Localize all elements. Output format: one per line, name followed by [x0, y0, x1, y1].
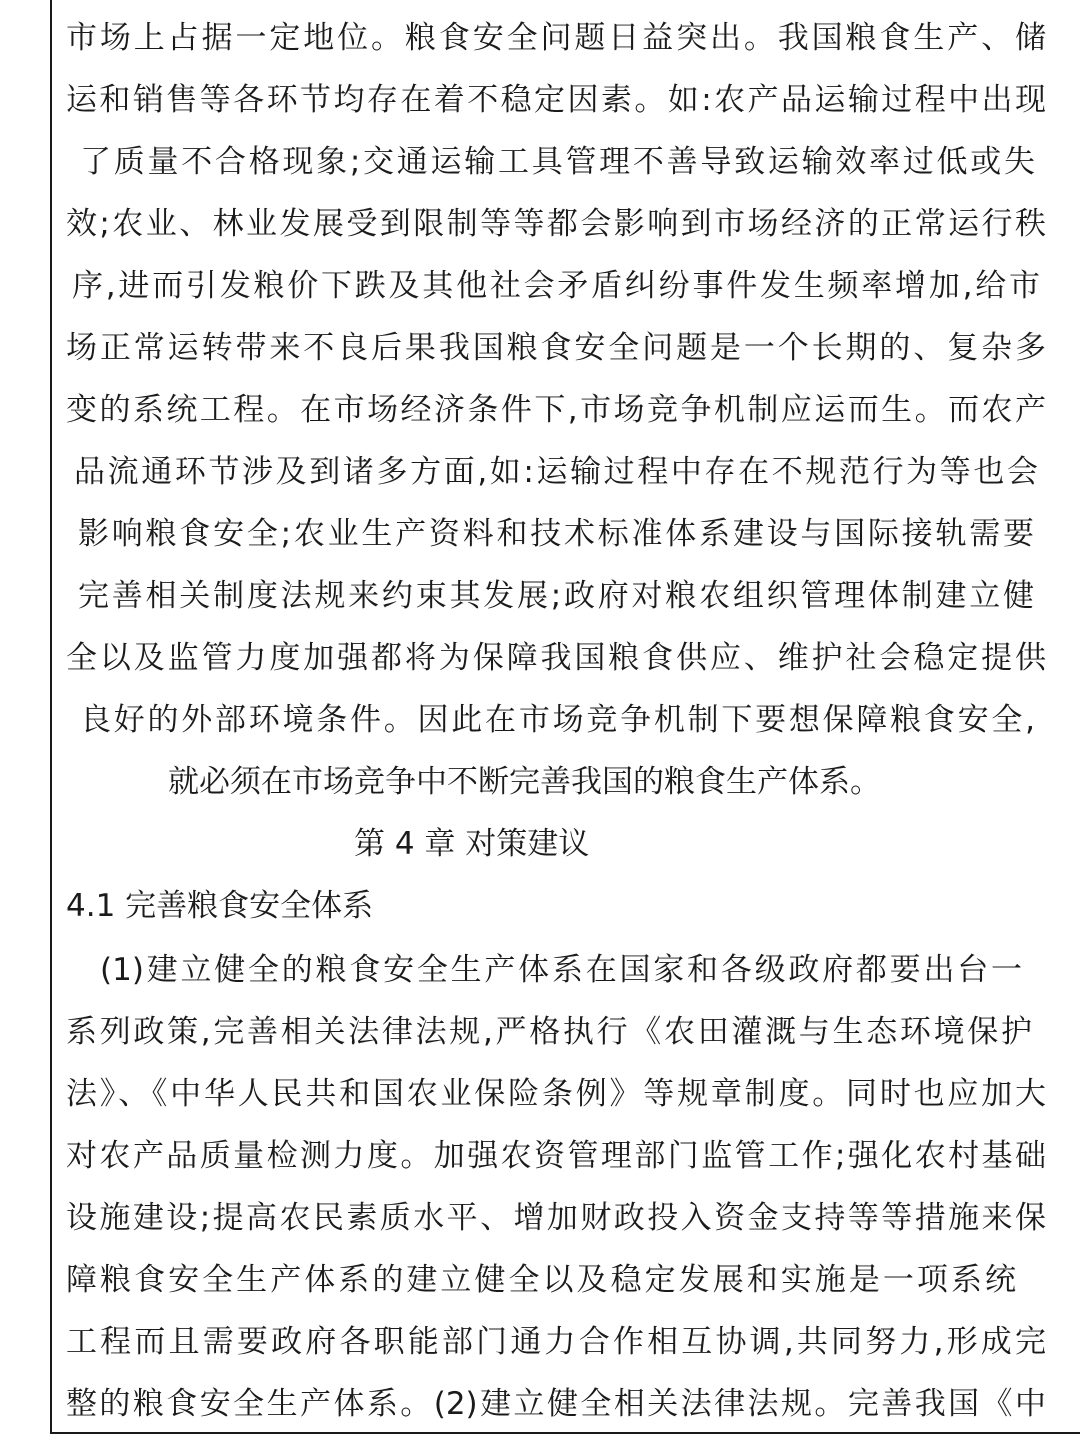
page-left-border [50, 0, 52, 1434]
paragraph-1-line: 市场上占据一定地位。粮食安全问题日益突出。我国粮食生产、储 [66, 20, 1046, 56]
paragraph-1-line: 良好的外部环境条件。因此在市场竞争机制下要想保障粮食安全, [80, 702, 1035, 738]
paragraph-2-line: 法》、《中华人民共和国农业保险条例》等规章制度。同时也应加大 [66, 1076, 1046, 1112]
paragraph-2-line: 工程而且需要政府各职能部门通力合作相互协调,共同努力,形成完 [66, 1324, 1046, 1360]
paragraph-1-line: 场正常运转带来不良后果我国粮食安全问题是一个长期的、复杂多 [66, 330, 1046, 366]
paragraph-2-line: 设施建设;提高农民素质水平、增加财政投入资金支持等等措施来保 [66, 1200, 1046, 1236]
section-title: 4.1 完善粮食安全体系 [66, 888, 374, 924]
paragraph-1-line: 效;农业、林业发展受到限制等等都会影响到市场经济的正常运行秩 [66, 206, 1046, 242]
chapter-title: 第 4 章 对策建议 [354, 826, 590, 862]
paragraph-1-line: 品流通环节涉及到诸多方面,如:运输过程中存在不规范行为等也会 [74, 454, 1038, 490]
paragraph-2-line: 对农产品质量检测力度。加强农资管理部门监管工作;强化农村基础 [66, 1138, 1046, 1174]
paragraph-2-line: 障粮食安全生产体系的建立健全以及稳定发展和实施是一项系统 [66, 1262, 1016, 1298]
paragraph-1-line: 变的系统工程。在市场经济条件下,市场竞争机制应运而生。而农产 [66, 392, 1046, 428]
paragraph-1-line: 运和销售等各环节均存在着不稳定因素。如:农产品运输过程中出现 [66, 82, 1046, 118]
paragraph-1-line: 就必须在市场竞争中不断完善我国的粮食生产体系。 [168, 764, 881, 800]
paragraph-2-line: 系列政策,完善相关法律法规,严格执行《农田灌溉与生态环境保护 [66, 1014, 1032, 1050]
paragraph-2-line: 整的粮食安全生产体系。(2)建立健全相关法律法规。完善我国《中 [66, 1386, 1046, 1422]
paragraph-1-line: 序,进而引发粮价下跌及其他社会矛盾纠纷事件发生频率增加,给市 [72, 268, 1040, 304]
page-bottom-border [50, 1432, 1080, 1434]
paragraph-1-line: 了质量不合格现象;交通运输工具管理不善导致运输效率过低或失 [80, 144, 1035, 180]
paragraph-2-line: (1)建立健全的粮食安全生产体系在国家和各级政府都要出台一 [100, 952, 1022, 988]
paragraph-1-line: 全以及监管力度加强都将为保障我国粮食供应、维护社会稳定提供 [66, 640, 1046, 676]
paragraph-1-line: 影响粮食安全;农业生产资料和技术标准体系建设与国际接轨需要 [78, 516, 1034, 552]
paragraph-1-line: 完善相关制度法规来约束其发展;政府对粮农组织管理体制建立健 [78, 578, 1034, 614]
